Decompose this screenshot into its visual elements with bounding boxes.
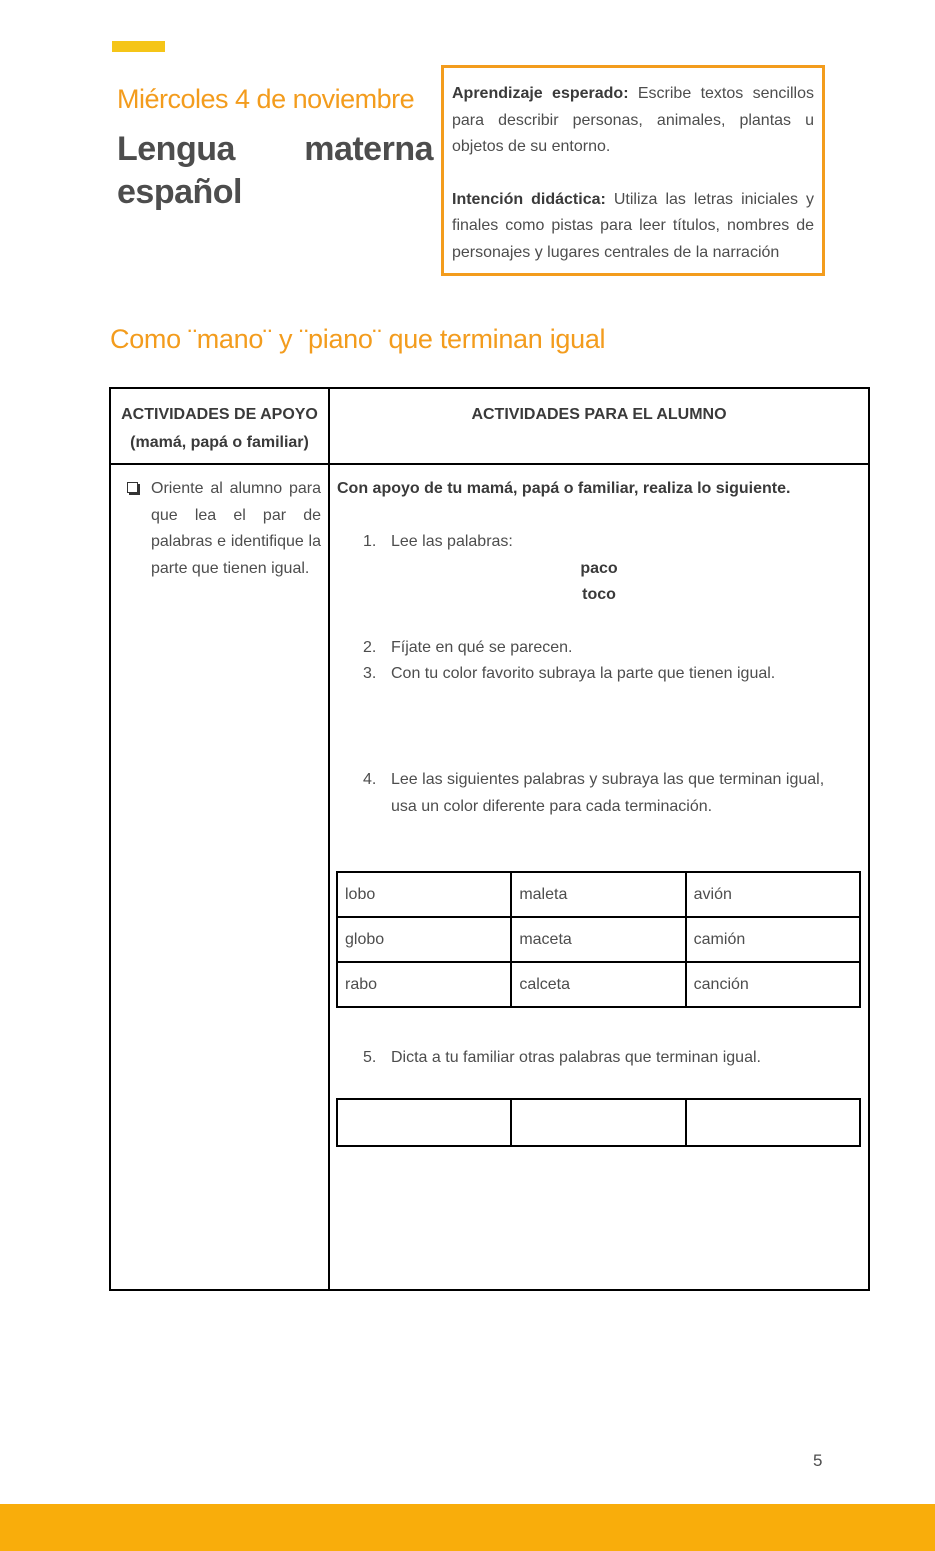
learning-text: Escribe textos sencillos para describir personas, animales, plantas u objetos de su entorno. [452, 85, 814, 155]
step-5 [363, 1045, 851, 1072]
dictation-answer-grid [336, 1098, 861, 1147]
learning-label: Aprendizaje esperado: [452, 85, 629, 102]
learning-info-box [441, 65, 825, 276]
checkbox-bullet-icon [127, 482, 138, 493]
step-text: Fíjate en qué se parecen. [391, 639, 573, 656]
table-row [337, 962, 860, 1007]
table-row [337, 1099, 860, 1146]
answer-cell[interactable] [511, 1099, 685, 1146]
word-cell: canción [686, 962, 860, 1007]
table-row [337, 917, 860, 962]
step-2 [363, 635, 851, 662]
intention-paragraph [452, 187, 814, 267]
word-cell: maceta [511, 917, 685, 962]
step-text: Dicta a tu familiar otras palabras que terminan igual. [391, 1049, 761, 1066]
support-activities-header: ACTIVIDADES DE APOYO (mamá, papá o familiar) [121, 406, 318, 451]
subject-heading [117, 128, 433, 214]
word-cell: camión [686, 917, 860, 962]
subject-line-2: español [117, 173, 242, 211]
word-cell: calceta [511, 962, 685, 1007]
step-number: 2. [363, 639, 377, 656]
activities-table [109, 387, 870, 1291]
header-row-divider [111, 463, 868, 465]
word-cell: maleta [511, 872, 685, 917]
word-cell: avión [686, 872, 860, 917]
word-cell: rabo [337, 962, 511, 1007]
word-paco: paco [580, 560, 618, 577]
intention-label: Intención didáctica: [452, 190, 606, 208]
lesson-title: Como ¨mano¨ y ¨piano¨ que terminan igual [110, 324, 606, 354]
table-row [337, 872, 860, 917]
step-text: Con tu color favorito subraya la parte que tienen igual. [391, 665, 776, 682]
word-toco: toco [582, 586, 616, 603]
page-number: 5 [813, 1451, 823, 1470]
word-cell: lobo [337, 872, 511, 917]
word-cell: globo [337, 917, 511, 962]
date-heading: Miércoles 4 de noviembre [117, 84, 415, 114]
student-activities-header: ACTIVIDADES PARA EL ALUMNO [471, 406, 727, 423]
step-number: 3. [363, 665, 377, 682]
step-4 [363, 767, 851, 820]
words-grid [336, 871, 861, 1008]
top-accent-bar [112, 41, 165, 52]
step-3 [363, 661, 851, 688]
intention-text: Utiliza las letras iniciales y finales como pistas para leer títulos, nombres de personajes y lugares centrales de la narración [452, 190, 814, 261]
answer-cell[interactable] [686, 1099, 860, 1146]
bottom-accent-bar [0, 1504, 935, 1551]
step-text: Lee las palabras: [391, 533, 513, 550]
step-text: Lee las siguientes palabras y subraya las que terminan igual, usa un color diferente para cada terminación. [391, 771, 825, 815]
step-1 [363, 529, 851, 556]
student-instruction: Con apoyo de tu mamá, papá o familiar, realiza lo siguiente. [337, 480, 791, 497]
step-number: 4. [363, 771, 377, 788]
column-divider [328, 389, 330, 1289]
learning-paragraph [452, 81, 814, 161]
step-number: 5. [363, 1049, 377, 1066]
answer-cell[interactable] [337, 1099, 511, 1146]
support-instructions: Oriente al alumno para que lea el par de palabras e identifique la parte que tienen igual. [151, 480, 321, 577]
step-number: 1. [363, 533, 377, 550]
subject-line-1: Lengua materna [117, 130, 433, 168]
